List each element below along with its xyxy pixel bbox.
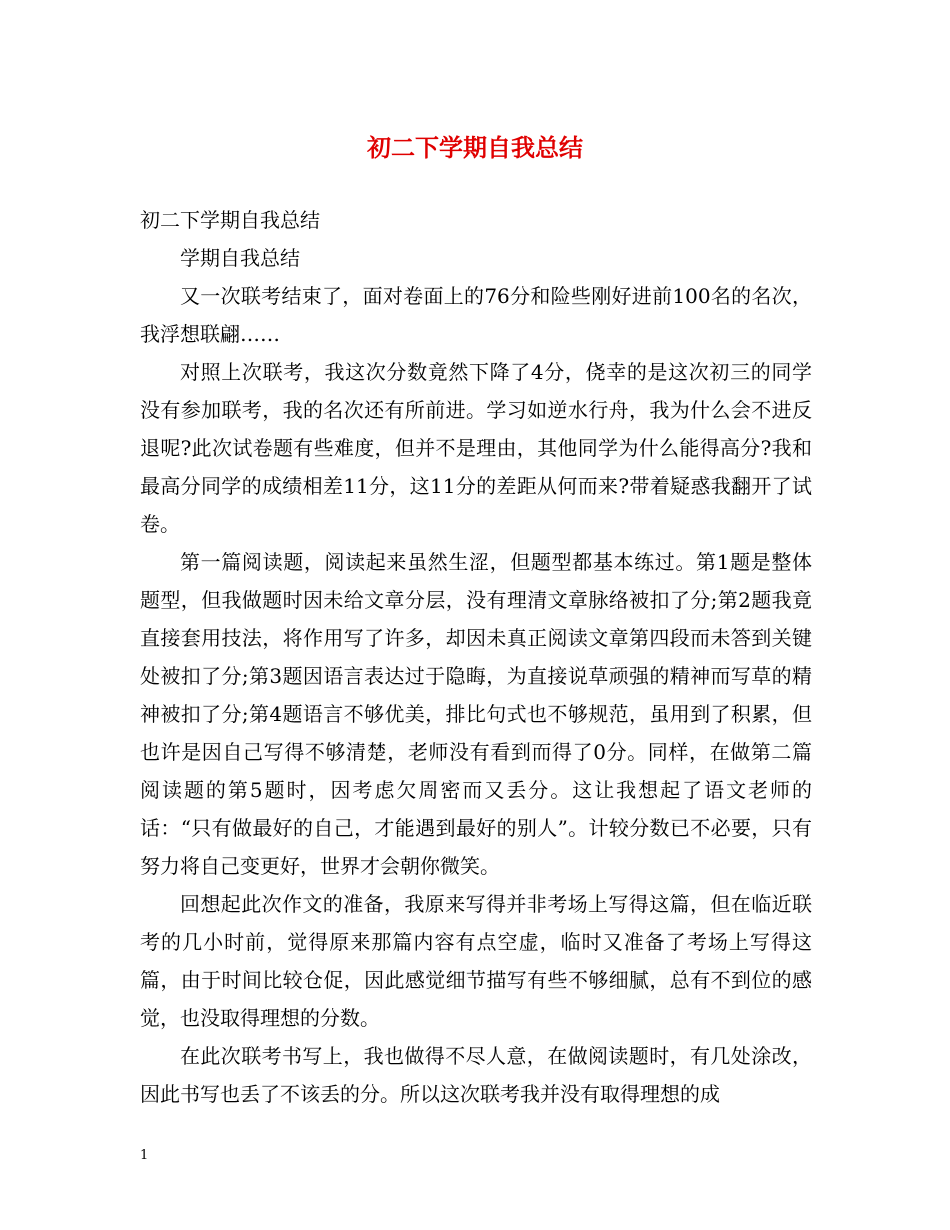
body-paragraph: 对照上次联考，我这次分数竟然下降了4分，侥幸的是这次初三的同学没有参加联考，我的名次还有所前进。学习如逆水行舟，我为什么会不进反退呢?此次试卷题有些难度，但并不是理由，其他同学为什么能得高分?我和最高分同学的成绩相差11分，这11分的差距从何而来?带着疑惑我翻开了试卷。 bbox=[140, 360, 812, 536]
document-body bbox=[140, 201, 812, 1113]
page-number: 1 bbox=[140, 1148, 149, 1163]
page-title: 初二下学期自我总结 bbox=[367, 133, 583, 162]
body-paragraph: 回想起此次作文的准备，我原来写得并非考场上写得这篇，但在临近联考的几小时前，觉得原来那篇内容有点空虚，临时又准备了考场上写得这篇，由于时间比较仓促，因此感觉细节描写有些不够细腻，总有不到位的感觉，也没取得理想的分数。 bbox=[140, 892, 812, 1030]
body-paragraph: 第一篇阅读题，阅读起来虽然生涩，但题型都基本练过。第1题是整体题型，但我做题时因未给文章分层，没有理清文章脉络被扣了分;第2题我竟直接套用技法，将作用写了许多，却因未真正阅读文章第四段而未答到关键处被扣了分;第3题因语言表达过于隐晦，为直接说草顽强的精神而写草的精神被扣了分;第4题语言不够优美，排比句式也不够规范，虽用到了积累，但也许是因自己写得不够清楚，老师没有看到而得了0分。同样，在做第二篇阅读题的第5题时，因考虑欠周密而又丢分。这让我想起了语文老师的话：“只有做最好的自己，才能遇到最好的别人”。计较分数已不必要，只有努力将自己变更好，世界才会朝你微笑。 bbox=[140, 550, 812, 878]
subtitle-paragraph: 初二下学期自我总结 bbox=[140, 208, 320, 232]
body-paragraph: 在此次联考书写上，我也做得不尽人意，在做阅读题时，有几处涂改，因此书写也丢了不该丢的分。所以这次联考我并没有取得理想的成 bbox=[140, 1044, 812, 1106]
body-paragraph: 又一次联考结束了，面对卷面上的76分和险些刚好进前100名的名次，我浮想联翩…… bbox=[140, 284, 812, 346]
section-heading-paragraph: 学期自我总结 bbox=[180, 246, 300, 270]
